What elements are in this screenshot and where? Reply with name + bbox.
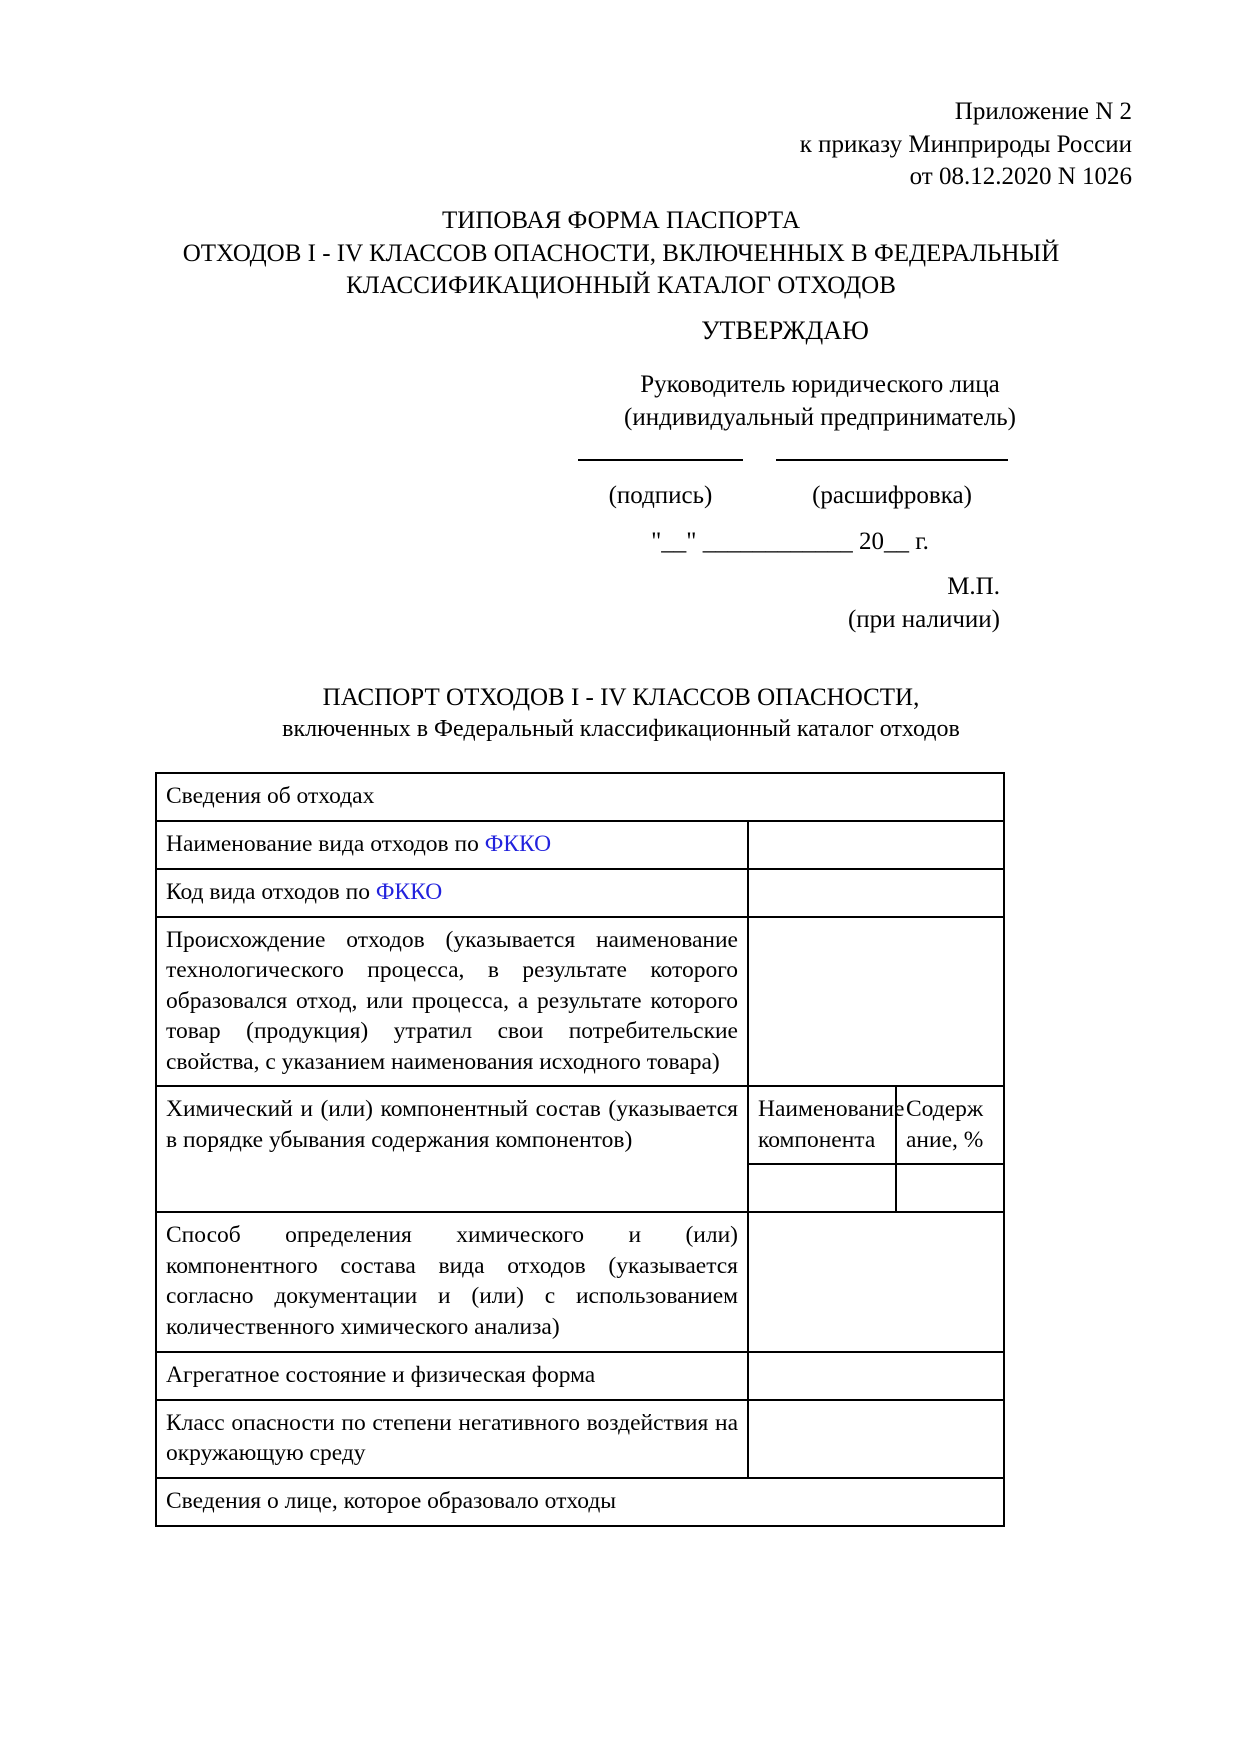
composition-content-header: Содерж ание, % — [896, 1086, 1004, 1164]
signature-rule-line — [578, 459, 743, 461]
reference-line-1: Приложение N 2 — [954, 98, 1132, 125]
table-row-footer-title — [156, 1478, 1004, 1526]
signature-labels — [578, 482, 1008, 510]
stamp-note: (при наличии) — [847, 605, 1000, 633]
method-value[interactable] — [748, 1212, 1004, 1351]
name-by-fkko-prefix: Наименование вида отходов по — [166, 830, 485, 857]
table-row-method — [156, 1212, 1004, 1351]
table-row-aggregate-state — [156, 1352, 1004, 1400]
reference-block — [800, 96, 1132, 194]
reference-line-3: от 08.12.2020 N 1026 — [909, 163, 1132, 190]
approval-role-line-2: (индивидуальный предприниматель) — [624, 404, 1016, 431]
form-title-line-1: ТИПОВАЯ ФОРМА ПАСПОРТА — [442, 207, 800, 234]
code-by-fkko-value[interactable] — [748, 869, 1004, 917]
fkko-link-name[interactable]: ФККО — [484, 830, 552, 857]
form-title-line-2: ОТХОДОВ I - IV КЛАССОВ ОПАСНОСТИ, ВКЛЮЧЕННЫХ В ФЕДЕРАЛЬНЫЙ — [182, 239, 1060, 267]
waste-info-table-wrap — [155, 772, 1003, 1527]
signature-rules — [578, 459, 1008, 461]
composition-content-value[interactable] — [896, 1164, 1004, 1212]
passport-heading-line-1: ПАСПОРТ ОТХОДОВ I - IV КЛАССОВ ОПАСНОСТИ, — [322, 684, 920, 711]
origin-label: Происхождение отходов (указывается наименование технологического процесса, в результате которого образовался отход, или процесса, а результате которого товар (продукция) утратил свои потребительские свойства, с указанием наименования исходного товара) — [156, 917, 748, 1087]
table-row-hazard-class — [156, 1400, 1004, 1478]
section-title-cell: Сведения об отходах — [156, 773, 1004, 821]
stamp-block — [600, 571, 1000, 636]
transcript-label: (расшифровка) — [812, 482, 972, 509]
waste-info-table — [155, 772, 1005, 1527]
aggregate-state-value[interactable] — [748, 1352, 1004, 1400]
composition-label: Химический и (или) компонентный состав (указывается в порядке убывания содержания компонентов) — [156, 1086, 748, 1212]
table-row-code-by-fkko — [156, 869, 1004, 917]
name-by-fkko-label — [156, 821, 748, 869]
hazard-class-label: Класс опасности по степени негативного воздействия на окружающую среду — [156, 1400, 748, 1478]
footer-title-cell: Сведения о лице, которое образовало отходы — [156, 1478, 1004, 1526]
passport-heading — [120, 681, 1122, 746]
composition-component-value[interactable] — [748, 1164, 896, 1212]
form-title — [120, 205, 1122, 303]
table-row-name-by-fkko — [156, 821, 1004, 869]
table-row-composition-header — [156, 1086, 1004, 1164]
hazard-class-value[interactable] — [748, 1400, 1004, 1478]
code-by-fkko-prefix: Код вида отходов по — [166, 878, 376, 905]
method-label: Способ определения химического и (или) компонентного состава вида отходов (указывается согласно документации и (или) с использованием количественного химического анализа) — [156, 1212, 748, 1351]
table-row-section-title — [156, 773, 1004, 821]
origin-value[interactable] — [748, 917, 1004, 1087]
table-row-origin — [156, 917, 1004, 1087]
signature-label: (подпись) — [608, 482, 713, 509]
approval-word: УТВЕРЖДАЮ — [701, 316, 869, 345]
approval-role-line-1: Руководитель юридического лица — [640, 371, 1000, 398]
reference-line-2: к приказу Минприроды России — [799, 130, 1132, 158]
approval-role — [560, 368, 1080, 434]
fkko-link-code[interactable]: ФККО — [375, 878, 443, 905]
stamp-label: М.П. — [947, 573, 1000, 600]
name-by-fkko-value[interactable] — [748, 821, 1004, 869]
aggregate-state-label: Агрегатное состояние и физическая форма — [156, 1352, 748, 1400]
date-line: "__" ____________ 20__ г. — [651, 528, 929, 555]
code-by-fkko-label — [156, 869, 748, 917]
composition-component-header: Наименование компонента — [748, 1086, 896, 1164]
passport-heading-line-2: включенных в Федеральный классификационный каталог отходов — [282, 716, 960, 743]
form-title-line-3: КЛАССИФИКАЦИОННЫЙ КАТАЛОГ ОТХОДОВ — [346, 272, 896, 299]
transcript-rule-line — [776, 459, 1008, 461]
